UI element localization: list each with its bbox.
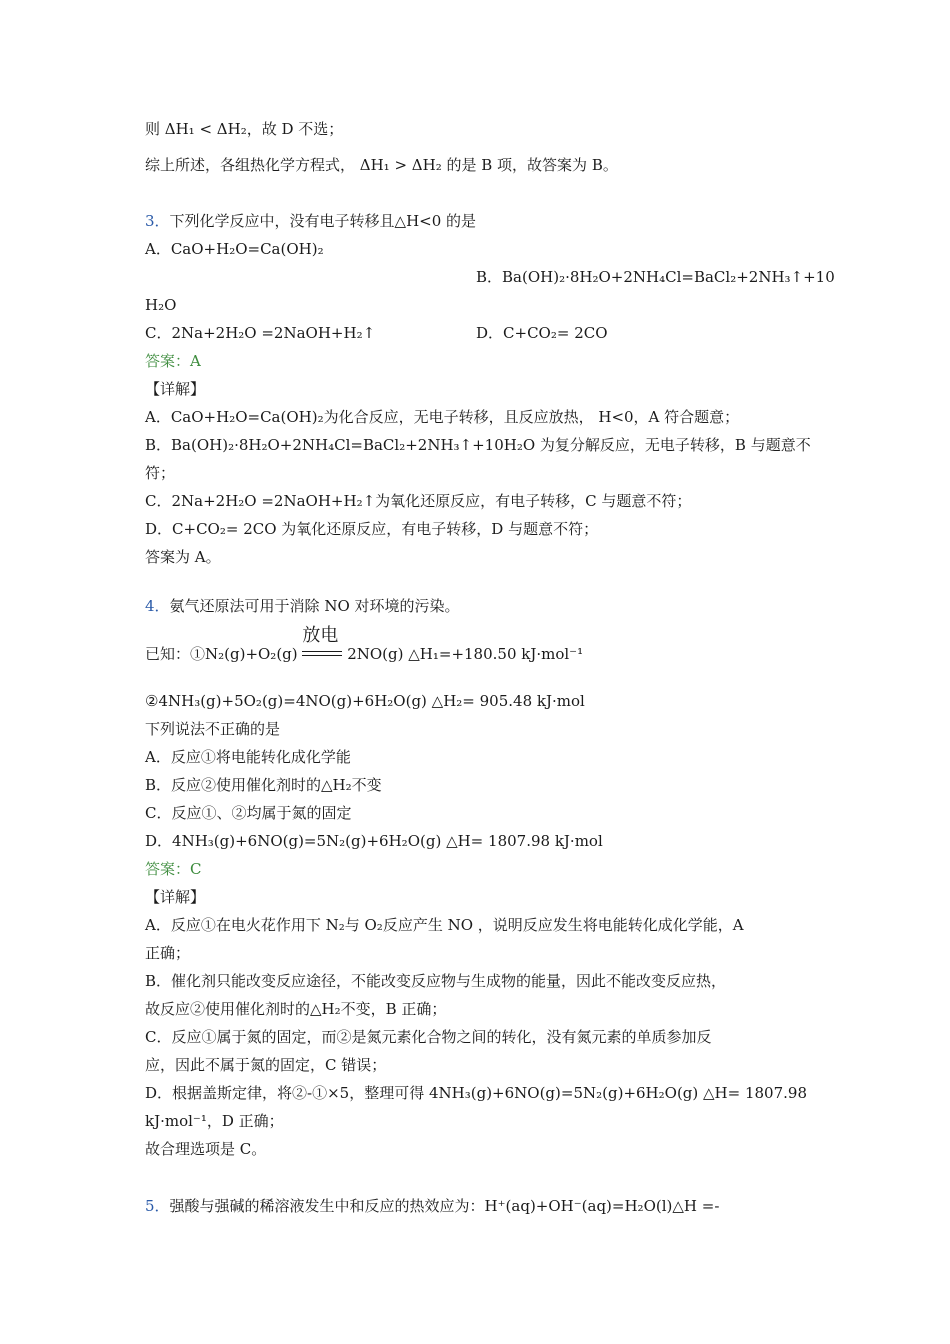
q3-stem-line xyxy=(145,211,476,231)
q4-option-b: B．反应②使用催化剂时的△H₂不变 xyxy=(145,776,382,794)
q3-detail-b: B．Ba(OH)₂·8H₂O+2NH₄Cl=BaCl₂+2NH₃↑+10H₂O 为复分解反应，无电子转移，B 与题意不 xyxy=(145,436,811,454)
q4-detail-b-cont: 故反应②使用催化剂时的△H₂不变，B 正确； xyxy=(145,1000,447,1018)
q3-number: 3． xyxy=(145,212,170,230)
q4-detail-c: C．反应①属于氮的固定，而②是氮元素化合物之间的转化，没有氮元素的单质参加反 xyxy=(145,1028,712,1046)
q3-detail-d: D．C+CO₂= 2CO 为氧化还原反应，有电子转移，D 与题意不符； xyxy=(145,520,599,538)
prev-line-1: 则 ΔH₁ < ΔH₂，故 D 不选； xyxy=(145,120,344,138)
q4-answer: 答案：C xyxy=(145,860,202,878)
q3-option-b: B．Ba(OH)₂·8H₂O+2NH₄Cl=BaCl₂+2NH₃↑+10 xyxy=(476,268,835,286)
prev-line-2: 综上所述，各组热化学方程式， ΔH₁ > ΔH₂ 的是 B 项，故答案为 B。 xyxy=(145,156,618,174)
q3-conclusion: 答案为 A。 xyxy=(145,548,221,566)
arrow-condition-label: 放电 xyxy=(302,625,339,646)
q4-question: 下列说法不正确的是 xyxy=(145,720,281,738)
q5-stem: 强酸与强碱的稀溶液发生中和反应的热效应为：H⁺(aq)+OH⁻(aq)=H₂O(l)△H =- xyxy=(169,1197,720,1215)
q4-known-rest: 2NO(g) △H₁=+180.50 kJ·mol⁻¹ xyxy=(347,645,584,663)
q4-stem: 氨气还原法可用于消除 NO 对环境的污染。 xyxy=(169,597,460,615)
q3-option-b-cont: H₂O xyxy=(145,296,177,314)
q4-known-eq2: ②4NH₃(g)+5O₂(g)=4NO(g)+6H₂O(g) △H₂= 905.48 kJ·mol xyxy=(145,692,585,710)
q3-detail-a: A．CaO+H₂O=Ca(OH)₂为化合反应，无电子转移，且反应放热， H<0，A 符合题意； xyxy=(145,408,740,426)
reaction-arrow-icon xyxy=(302,625,342,662)
q5-stem-line xyxy=(145,1196,719,1216)
q3-detail-b-cont: 符； xyxy=(145,464,176,482)
q3-detail-c: C．2Na+2H₂O =2NaOH+H₂↑为氧化还原反应，有电子转移，C 与题意不符； xyxy=(145,492,692,510)
q3-answer: 答案：A xyxy=(145,352,201,370)
q4-detail-b: B．催化剂只能改变反应途径，不能改变反应物与生成物的能量，因此不能改变反应热， xyxy=(145,972,727,990)
q4-detail-c-cont: 应，因此不属于氮的固定，C 错误； xyxy=(145,1056,387,1074)
q4-conclusion: 故合理选项是 C。 xyxy=(145,1140,267,1158)
q4-known-label: 已知：①N₂(g)+O₂(g) xyxy=(145,645,298,663)
q4-detail-d: D．根据盖斯定律，将②-①×5，整理可得 4NH₃(g)+6NO(g)=5N₂(g)+6H₂O(g) △H= 1807.98 xyxy=(145,1084,808,1102)
q4-option-a: A．反应①将电能转化成化学能 xyxy=(145,748,351,766)
q4-detail-a: A．反应①在电火花作用下 N₂与 O₂反应产生 NO ，说明反应发生将电能转化成化学能，A xyxy=(145,916,744,934)
q4-detail-a-cont: 正确； xyxy=(145,944,191,962)
q3-option-c: C．2Na+2H₂O =2NaOH+H₂↑ xyxy=(145,324,376,342)
q4-stem-line xyxy=(145,596,460,616)
q3-option-a: A．CaO+H₂O=Ca(OH)₂ xyxy=(145,240,324,258)
q5-number: 5． xyxy=(145,1197,170,1215)
q4-detail-d-cont: kJ·mol⁻¹，D 正确； xyxy=(145,1112,284,1130)
q4-option-c: C．反应①、②均属于氮的固定 xyxy=(145,804,352,822)
q4-known-eq1 xyxy=(145,625,584,664)
q3-stem: 下列化学反应中，没有电子转移且△H<0 的是 xyxy=(169,212,477,230)
q4-detail-heading: 【详解】 xyxy=(145,888,206,906)
q4-number: 4． xyxy=(145,597,170,615)
q4-option-d: D．4NH₃(g)+6NO(g)=5N₂(g)+6H₂O(g) △H= 1807.98 kJ·mol xyxy=(145,832,603,850)
q3-option-d: D．C+CO₂= 2CO xyxy=(476,324,608,342)
q3-detail-heading: 【详解】 xyxy=(145,380,206,398)
